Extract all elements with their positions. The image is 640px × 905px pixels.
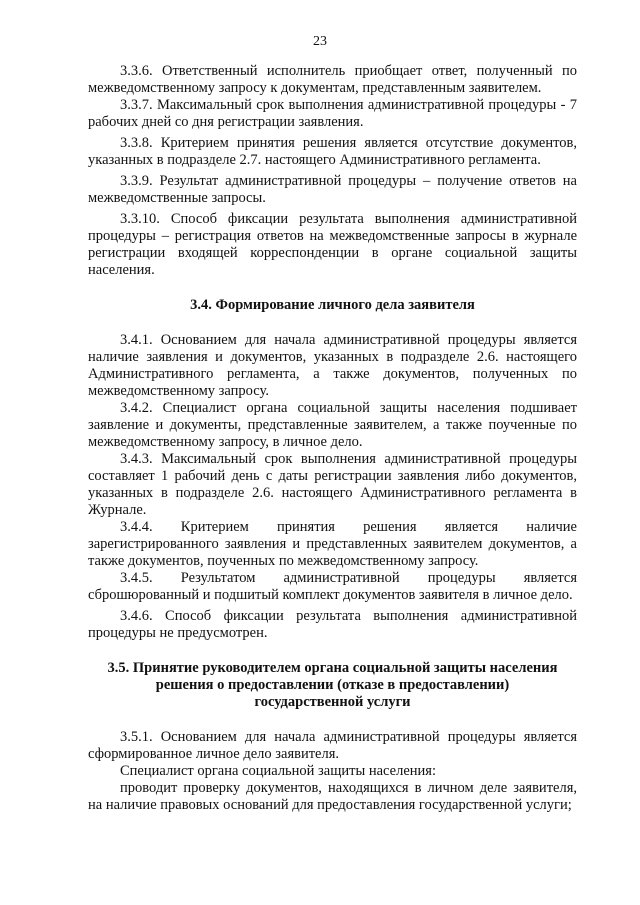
page-number: 23 — [313, 34, 327, 49]
paragraph-3-4-5: 3.4.5. Результатом административной процедуры является сброшюрованный и подшитый комплект документов заявителя в личное дело. — [88, 570, 577, 603]
paragraph-3-3-7: 3.3.7. Максимальный срок выполнения административной процедуры - 7 рабочих дней со дня регистрации заявления. — [88, 97, 577, 130]
paragraph-3-4-2: 3.4.2. Специалист органа социальной защиты населения подшивает заявление и документы, представленные заявителем, а также поученные по межведомственному запросу, в личное дело. — [88, 400, 577, 450]
section-heading-3-4: 3.4. Формирование личного дела заявителя — [190, 297, 475, 313]
paragraph-3-3-9: 3.3.9. Результат административной процедуры – получение ответов на межведомственные запросы. — [88, 173, 577, 206]
paragraph-document-check: проводит проверку документов, находящихся в личном деле заявителя, на наличие правовых оснований для предоставления государственной услуги; — [88, 780, 577, 813]
document-body — [88, 63, 577, 814]
paragraph-3-4-6: 3.4.6. Способ фиксации результата выполнения административной процедуры не предусмотрен. — [88, 608, 577, 641]
paragraph-3-3-8: 3.3.8. Критерием принятия решения является отсутствие документов, указанных в подразделе 2.7. настоящего Административного регламента. — [88, 135, 577, 168]
paragraph-3-3-6: 3.3.6. Ответственный исполнитель приобщает ответ, полученный по межведомственному запросу к документам, представленным заявителем. — [88, 63, 577, 96]
paragraph-3-4-1: 3.4.1. Основанием для начала административной процедуры является наличие заявления и документов, указанных в подразделе 2.6. настоящего Административного регламента, а также документов, полученных по межведомственному запросу. — [88, 332, 577, 399]
paragraph-specialist: Специалист органа социальной защиты населения: — [120, 763, 436, 779]
paragraph-3-4-4: 3.4.4. Критерием принятия решения является наличие зарегистрированного заявления и представленных заявителем документов, а также документов, поученных по межведомственному запросу. — [88, 519, 577, 569]
section-heading-3-5: 3.5. Принятие руководителем органа социальной защиты населения решения о предоставлении (отказе в предоставлении) государственной услуги — [107, 660, 558, 710]
paragraph-3-5-1: 3.5.1. Основанием для начала административной процедуры является сформированное личное дело заявителя. — [88, 729, 577, 762]
paragraph-3-3-10: 3.3.10. Способ фиксации результата выполнения административной процедуры – регистрация ответов на межведомственные запросы в журнале регистрации входящей корреспонденции в органе социальной защиты населения. — [88, 211, 577, 278]
paragraph-3-4-3: 3.4.3. Максимальный срок выполнения административной процедуры составляет 1 рабочий день с даты регистрации заявления либо документов, указанных в подразделе 2.6. настоящего Административного регламента в Журнале. — [88, 451, 577, 518]
